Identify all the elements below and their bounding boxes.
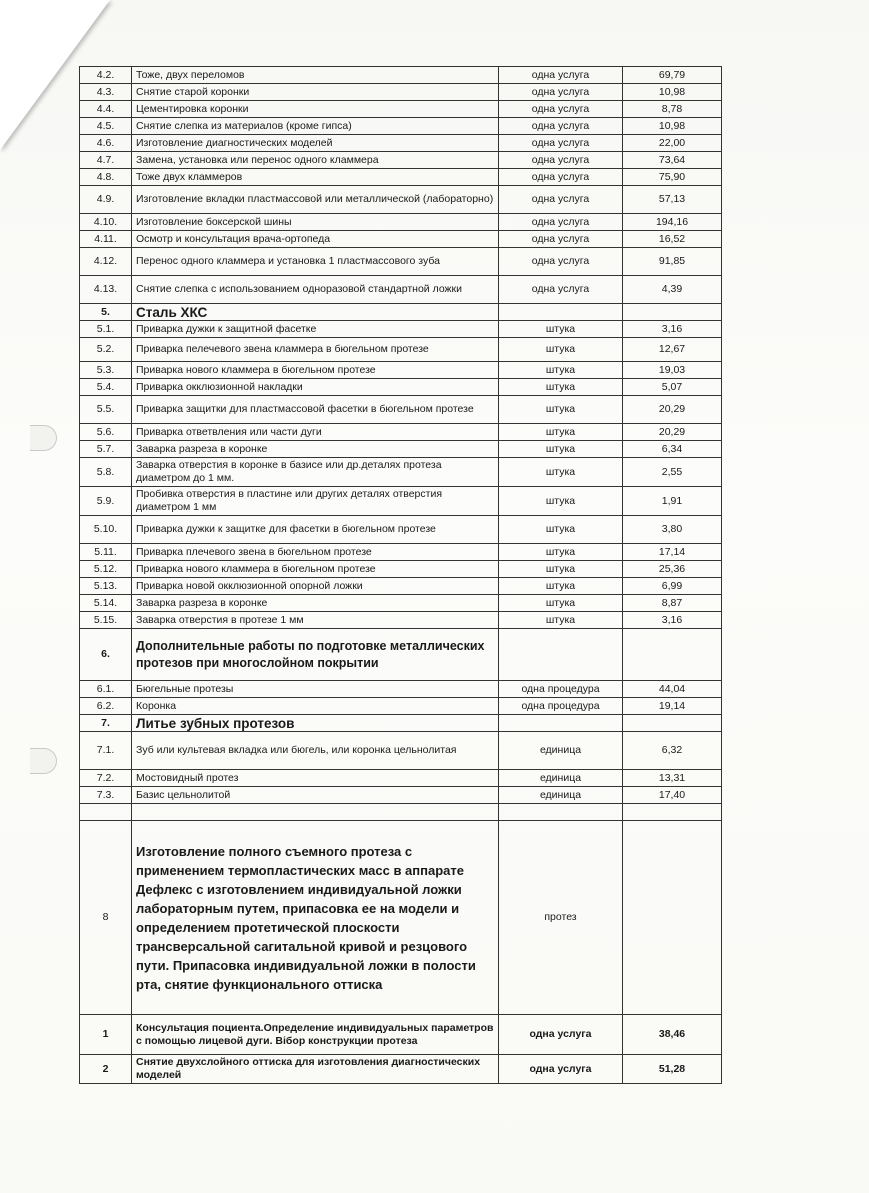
table-row (80, 516, 722, 544)
service-name: Приварка дужки к защитке для фасетки в бюгельном протезе (132, 516, 499, 544)
unit-cell: штука (499, 396, 623, 424)
table-row (80, 424, 722, 441)
service-name: Изготовление боксерской шины (132, 214, 499, 231)
table-row (80, 770, 722, 787)
row-number: 5.2. (80, 338, 132, 362)
price-cell: 69,79 (623, 67, 722, 84)
table-row (80, 338, 722, 362)
table-row (80, 787, 722, 804)
price-cell (623, 304, 722, 321)
row-number: 7.1. (80, 732, 132, 770)
price-cell: 6,99 (623, 578, 722, 595)
unit-cell: единица (499, 732, 623, 770)
row-number: 1 (80, 1015, 132, 1055)
price-cell: 16,52 (623, 231, 722, 248)
unit-cell: одна услуга (499, 1015, 623, 1055)
unit-cell: одна услуга (499, 152, 623, 169)
price-cell: 73,64 (623, 152, 722, 169)
unit-cell: штука (499, 362, 623, 379)
unit-cell: одна услуга (499, 231, 623, 248)
service-name: Снятие слепка из материалов (кроме гипса) (132, 118, 499, 135)
punch-hole-bottom (30, 748, 57, 774)
price-cell: 20,29 (623, 396, 722, 424)
price-cell: 4,39 (623, 276, 722, 304)
unit-cell: одна услуга (499, 276, 623, 304)
service-name: Цементировка коронки (132, 101, 499, 118)
unit-cell: одна услуга (499, 186, 623, 214)
row-number: 6.1. (80, 681, 132, 698)
price-cell: 10,98 (623, 84, 722, 101)
table-row (80, 67, 722, 84)
row-number: 5. (80, 304, 132, 321)
row-number: 4.5. (80, 118, 132, 135)
service-name: Заварка разреза в коронке (132, 441, 499, 458)
service-name: Литье зубных протезов (132, 715, 499, 732)
service-name: Приварка нового кламмера в бюгельном протезе (132, 561, 499, 578)
service-name: Базис цельнолитой (132, 787, 499, 804)
unit-cell: штука (499, 321, 623, 338)
row-number: 5.8. (80, 458, 132, 487)
service-name: Заварка разреза в коронке (132, 595, 499, 612)
table-row (80, 276, 722, 304)
price-table (79, 66, 722, 1084)
price-cell: 13,31 (623, 770, 722, 787)
unit-cell: одна процедура (499, 698, 623, 715)
row-number: 4.9. (80, 186, 132, 214)
price-cell: 1,91 (623, 487, 722, 516)
service-name: Изготовление полного съемного протеза с применением термопластических масс в аппарате Дефлекс с изготовлением индивидуальной ложки лабораторным путем, припасовка ее на модели и определением протетической плоскости трансверсальной сагитальной кривой и резцового пути. Припасовка индивидуальной ложки в полости рта, снятие функционального оттиска (132, 821, 499, 1015)
service-name: Осмотр и консультация врача-ортопеда (132, 231, 499, 248)
price-cell: 38,46 (623, 1015, 722, 1055)
table-row (80, 362, 722, 379)
row-number: 4.11. (80, 231, 132, 248)
table-row (80, 821, 722, 1015)
row-number: 6. (80, 629, 132, 681)
row-number: 5.15. (80, 612, 132, 629)
price-cell: 6,34 (623, 441, 722, 458)
service-name: Консультация поциента.Определение индивидуальных параметров с помощью лицевой дуги. Вібор конструкции протеза (132, 1015, 499, 1055)
unit-cell (499, 304, 623, 321)
row-number: 8 (80, 821, 132, 1015)
service-name (132, 804, 499, 821)
unit-cell (499, 715, 623, 732)
price-cell: 44,04 (623, 681, 722, 698)
unit-cell: одна услуга (499, 214, 623, 231)
table-row (80, 321, 722, 338)
price-cell: 6,32 (623, 732, 722, 770)
service-name: Коронка (132, 698, 499, 715)
row-number: 4.6. (80, 135, 132, 152)
row-number: 5.10. (80, 516, 132, 544)
table-row (80, 732, 722, 770)
price-cell: 5,07 (623, 379, 722, 396)
price-cell: 3,16 (623, 321, 722, 338)
section-row (80, 304, 722, 321)
row-number: 5.6. (80, 424, 132, 441)
table-row (80, 186, 722, 214)
row-number: 4.12. (80, 248, 132, 276)
service-name: Сталь ХКС (132, 304, 499, 321)
service-name: Тоже, двух переломов (132, 67, 499, 84)
service-name: Заварка отверстия в протезе 1 мм (132, 612, 499, 629)
row-number: 4.3. (80, 84, 132, 101)
row-number: 7.3. (80, 787, 132, 804)
table-row (80, 578, 722, 595)
service-name: Приварка ответвления или части дуги (132, 424, 499, 441)
price-cell: 8,78 (623, 101, 722, 118)
service-name: Изготовление диагностических моделей (132, 135, 499, 152)
unit-cell: штука (499, 544, 623, 561)
service-name: Заварка отверстия в коронке в базисе или др.деталях протеза диаметром до 1 мм. (132, 458, 499, 487)
table-row (80, 458, 722, 487)
unit-cell (499, 804, 623, 821)
row-number: 4.10. (80, 214, 132, 231)
row-number: 5.3. (80, 362, 132, 379)
row-number: 4.2. (80, 67, 132, 84)
price-cell: 19,03 (623, 362, 722, 379)
table-row (80, 248, 722, 276)
table-row (80, 231, 722, 248)
price-cell (623, 715, 722, 732)
row-number: 2 (80, 1055, 132, 1084)
price-cell: 75,90 (623, 169, 722, 186)
table-row (80, 595, 722, 612)
unit-cell: штука (499, 424, 623, 441)
unit-cell: единица (499, 770, 623, 787)
price-cell (623, 821, 722, 1015)
service-name: Приварка окклюзионной накладки (132, 379, 499, 396)
unit-cell: штука (499, 458, 623, 487)
row-number (80, 804, 132, 821)
unit-cell: протез (499, 821, 623, 1015)
unit-cell: одна услуга (499, 84, 623, 101)
unit-cell: штука (499, 441, 623, 458)
table-row (80, 487, 722, 516)
unit-cell: одна услуга (499, 248, 623, 276)
table-row (80, 135, 722, 152)
table-row (80, 214, 722, 231)
price-cell: 8,87 (623, 595, 722, 612)
price-cell: 3,80 (623, 516, 722, 544)
unit-cell: штука (499, 578, 623, 595)
unit-cell: штука (499, 338, 623, 362)
table-row (80, 698, 722, 715)
price-cell: 194,16 (623, 214, 722, 231)
table-row (80, 118, 722, 135)
price-cell: 19,14 (623, 698, 722, 715)
unit-cell: штука (499, 379, 623, 396)
unit-cell: одна услуга (499, 135, 623, 152)
section-row (80, 715, 722, 732)
table-row (80, 169, 722, 186)
table-row (80, 379, 722, 396)
unit-cell: штука (499, 487, 623, 516)
service-name: Приварка новой окклюзионной опорной ложки (132, 578, 499, 595)
service-name: Приварка пелечевого звена кламмера в бюгельном протезе (132, 338, 499, 362)
service-name: Мостовидный протез (132, 770, 499, 787)
service-name: Зуб или культевая вкладка или бюгель, или коронка цельнолитая (132, 732, 499, 770)
table-row (80, 544, 722, 561)
unit-cell: штука (499, 612, 623, 629)
service-name: Снятие старой коронки (132, 84, 499, 101)
service-name: Приварка плечевого звена в бюгельном протезе (132, 544, 499, 561)
price-cell: 22,00 (623, 135, 722, 152)
price-cell: 12,67 (623, 338, 722, 362)
service-name: Замена, установка или перенос одного кламмера (132, 152, 499, 169)
unit-cell: одна услуга (499, 101, 623, 118)
table-row (80, 612, 722, 629)
service-name: Изготовление вкладки пластмассовой или металлической (лабораторно) (132, 186, 499, 214)
section-row (80, 629, 722, 681)
row-number: 7.2. (80, 770, 132, 787)
row-number: 4.8. (80, 169, 132, 186)
service-name: Приварка нового кламмера в бюгельном протезе (132, 362, 499, 379)
price-cell (623, 804, 722, 821)
row-number: 5.4. (80, 379, 132, 396)
price-cell: 17,14 (623, 544, 722, 561)
table-row (80, 681, 722, 698)
table-row (80, 561, 722, 578)
row-number: 6.2. (80, 698, 132, 715)
price-cell (623, 629, 722, 681)
unit-cell: штука (499, 595, 623, 612)
row-number: 5.5. (80, 396, 132, 424)
unit-cell: единица (499, 787, 623, 804)
service-name: Приварка защитки для пластмассовой фасетки в бюгельном протезе (132, 396, 499, 424)
row-number: 5.12. (80, 561, 132, 578)
row-number: 5.13. (80, 578, 132, 595)
unit-cell: штука (499, 561, 623, 578)
price-cell: 25,36 (623, 561, 722, 578)
unit-cell: штука (499, 516, 623, 544)
table-row (80, 804, 722, 821)
table-row (80, 1055, 722, 1084)
unit-cell: одна услуга (499, 1055, 623, 1084)
table-row (80, 1015, 722, 1055)
row-number: 4.13. (80, 276, 132, 304)
row-number: 4.7. (80, 152, 132, 169)
price-cell: 2,55 (623, 458, 722, 487)
service-name: Пробивка отверстия в пластине или других деталях отверстия диаметром 1 мм (132, 487, 499, 516)
service-name: Тоже двух кламмеров (132, 169, 499, 186)
price-cell: 20,29 (623, 424, 722, 441)
table-row (80, 101, 722, 118)
row-number: 5.7. (80, 441, 132, 458)
price-cell: 3,16 (623, 612, 722, 629)
unit-cell: одна услуга (499, 118, 623, 135)
unit-cell: одна услуга (499, 169, 623, 186)
service-name: Бюгельные протезы (132, 681, 499, 698)
table-row (80, 152, 722, 169)
unit-cell: одна услуга (499, 67, 623, 84)
table-row (80, 84, 722, 101)
price-table-body (80, 67, 722, 1084)
row-number: 5.11. (80, 544, 132, 561)
service-name: Приварка дужки к защитной фасетке (132, 321, 499, 338)
unit-cell: одна процедура (499, 681, 623, 698)
price-cell: 91,85 (623, 248, 722, 276)
punch-hole-top (30, 425, 57, 451)
unit-cell (499, 629, 623, 681)
price-cell: 17,40 (623, 787, 722, 804)
row-number: 5.9. (80, 487, 132, 516)
price-cell: 51,28 (623, 1055, 722, 1084)
price-cell: 10,98 (623, 118, 722, 135)
service-name: Снятие двухслойного оттиска для изготовления диагностических моделей (132, 1055, 499, 1084)
row-number: 7. (80, 715, 132, 732)
service-name: Дополнительные работы по подготовке металлических протезов при многослойном покрытии (132, 629, 499, 681)
table-row (80, 441, 722, 458)
row-number: 4.4. (80, 101, 132, 118)
table-row (80, 396, 722, 424)
price-cell: 57,13 (623, 186, 722, 214)
service-name: Перенос одного кламмера и установка 1 пластмассового зуба (132, 248, 499, 276)
service-name: Снятие слепка с использованием одноразовой стандартной ложки (132, 276, 499, 304)
row-number: 5.14. (80, 595, 132, 612)
row-number: 5.1. (80, 321, 132, 338)
